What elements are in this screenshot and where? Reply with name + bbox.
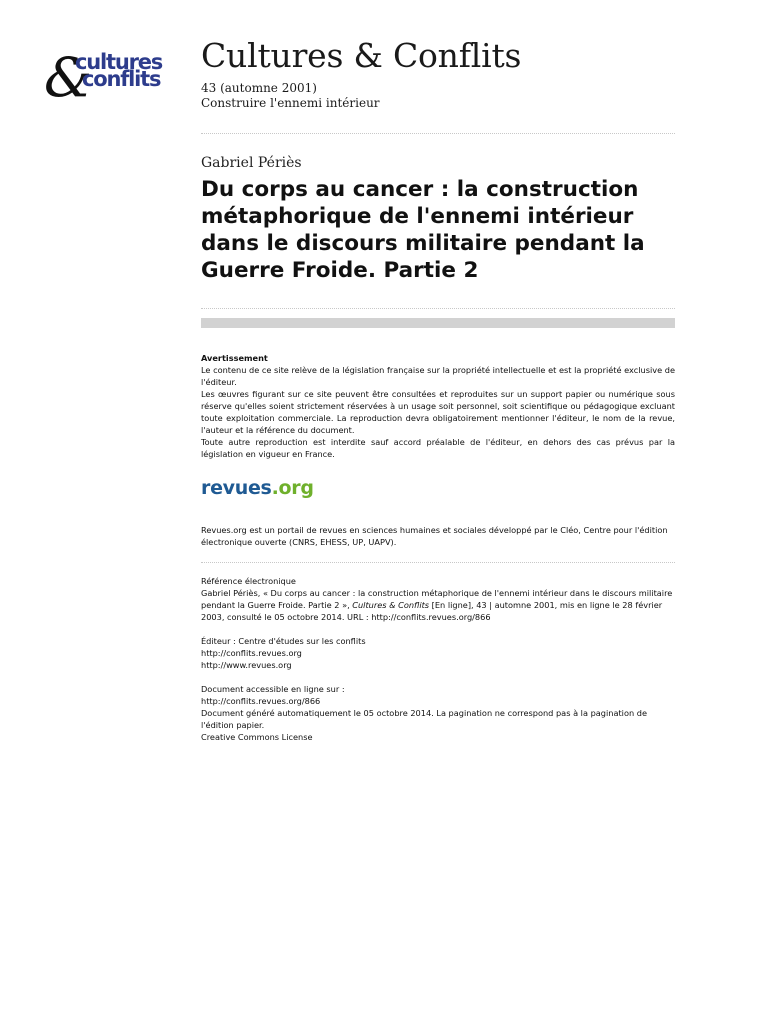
divider — [201, 562, 675, 563]
issue-number: 43 (automne 2001) — [201, 81, 317, 95]
warning-notice — [201, 352, 675, 460]
divider — [201, 133, 675, 134]
warning-paragraph: Le contenu de ce site relève de la législation française sur la propriété intellectuelle et est la propriété exclusive de l'éditeur. — [201, 365, 675, 387]
warning-paragraph: Toute autre reproduction est interdite sauf accord préalable de l'éditeur, en dehors des cas prévus par la législation en vigueur en France. — [201, 437, 675, 459]
electronic-reference — [201, 575, 675, 743]
access-url[interactable]: http://conflits.revues.org/866 — [201, 696, 321, 706]
publisher-url-revues[interactable]: http://www.revues.org — [201, 660, 292, 670]
warning-heading: Avertissement — [201, 353, 268, 363]
grey-separator-bar — [201, 318, 675, 328]
logo-word-cultures: cultures — [75, 50, 163, 74]
citation-after: [En ligne], 43 | automne 2001, mis en ligne le 28 février 2003, consulté le 05 octobre 2014. URL : http://conflits.revues.org/866 — [201, 600, 663, 622]
logo-ampersand: & — [44, 46, 93, 102]
portal-description — [201, 524, 675, 548]
publisher: Éditeur : Centre d'études sur les conflits — [201, 636, 366, 646]
divider — [201, 308, 675, 309]
generated-note: Document généré automatiquement le 05 octobre 2014. La pagination ne correspond pas à la pagination de l'édition papier. — [201, 708, 647, 730]
article-author: Gabriel Périès — [201, 155, 302, 171]
warning-paragraph: Les œuvres figurant sur ce site peuvent être consultées et reproduites sur un support papier ou numérique sous réserve qu'elles soient strictement réservées à un usage soit personnel, soit scientifique ou pédagogique excluant toute exploitation commerciale. La reproduction devra obligatoirement mentionner l'éditeur, le nom de la revue, l'auteur et la référence du document. — [201, 389, 675, 435]
article-title: Du corps au cancer : la construction métaphorique de l'ennemi intérieur dans le discours militaire pendant la Guerre Froide. Partie 2 — [201, 177, 645, 283]
reference-heading: Référence électronique — [201, 576, 296, 586]
journal-title: Cultures & Conflits — [201, 36, 522, 75]
portal-text: Revues.org est un portail de revues en sciences humaines et sociales développé par le Cléo, Centre pour l'édition électronique ouverte (CNRS, EHESS, UP, UAPV). — [201, 525, 668, 547]
revues-logo-part2: .org — [271, 477, 314, 499]
revues-logo-part1: revues — [201, 477, 272, 499]
publisher-url-conflits[interactable]: http://conflits.revues.org — [201, 648, 302, 658]
issue-theme: Construire l'ennemi intérieur — [201, 96, 380, 110]
logo-word-conflits: conflits — [82, 67, 161, 91]
citation — [201, 587, 675, 623]
cultures-conflits-logo — [44, 46, 184, 102]
revues-org-logo[interactable] — [201, 477, 314, 499]
citation-journal: Cultures & Conflits — [352, 600, 430, 610]
citation-before: Gabriel Périès, « Du corps au cancer : la construction métaphorique de l'ennemi intérieur dans le discours militaire pendant la Guerre Froide. Partie 2 », — [201, 588, 673, 610]
license[interactable]: Creative Commons License — [201, 732, 313, 742]
access-heading: Document accessible en ligne sur : — [201, 684, 345, 694]
